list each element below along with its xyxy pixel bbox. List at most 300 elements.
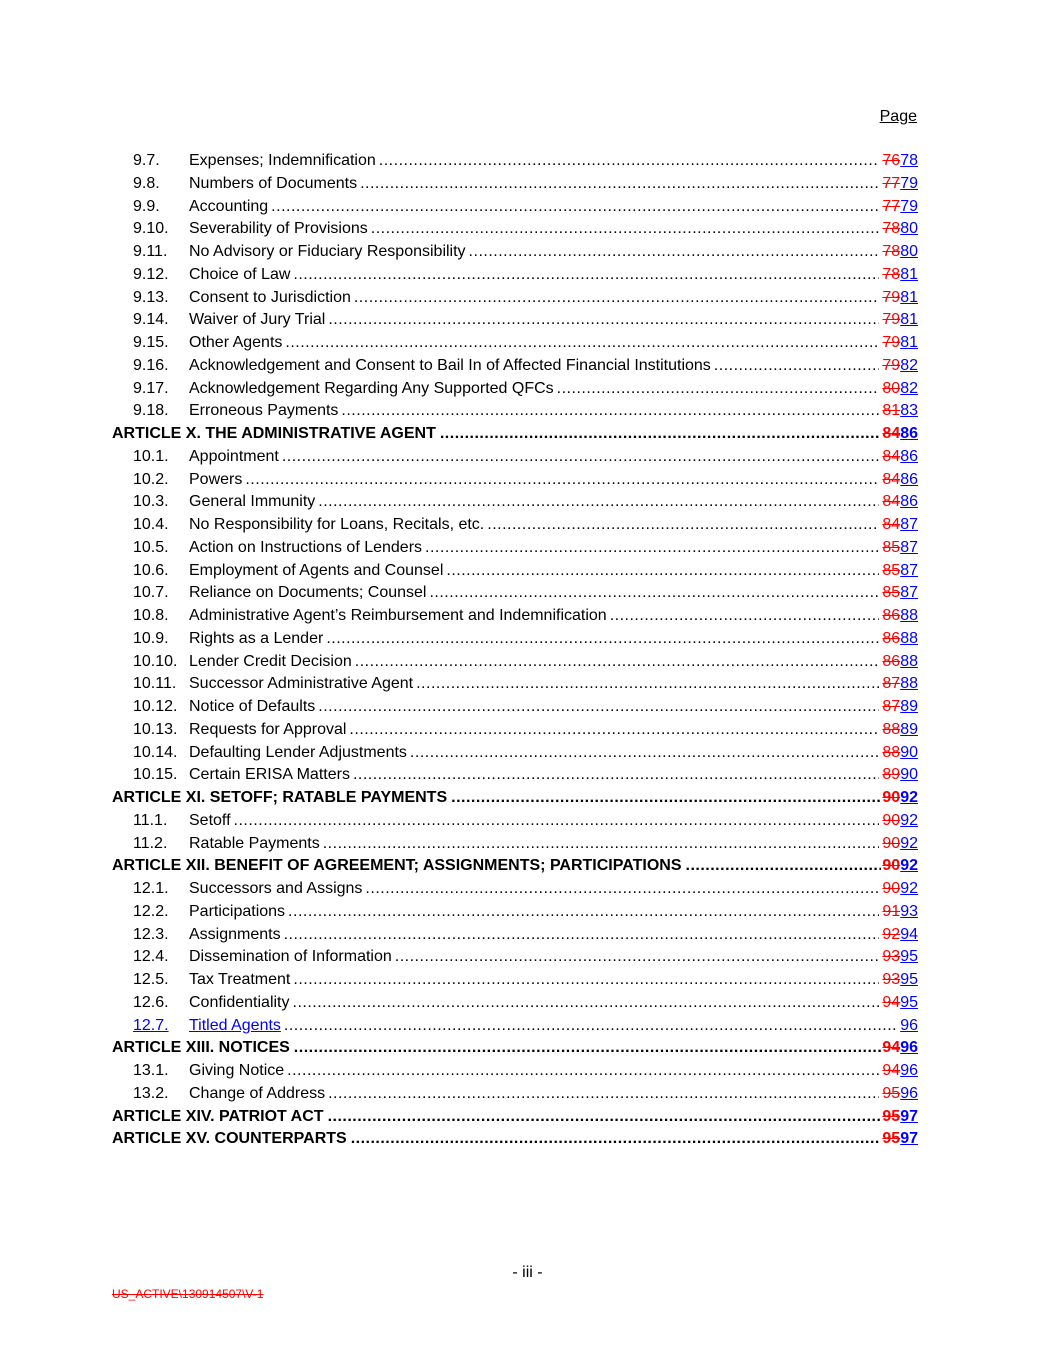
toc-section-entry[interactable] — [112, 969, 918, 992]
toc-entry-title: Expenses; Indemnification — [189, 152, 376, 169]
inserted-page-number: 81 — [900, 334, 918, 351]
toc-entry-title: No Responsibility for Loans, Recitals, etc. — [189, 516, 485, 533]
toc-entry-page — [882, 1060, 918, 1083]
dot-leader — [349, 719, 879, 742]
inserted-page-number: 97 — [900, 1107, 918, 1125]
toc-entry-title: ARTICLE X. THE ADMINISTRATIVE AGENT — [112, 425, 436, 442]
toc-entry-number: 12.1. — [133, 880, 169, 897]
toc-entry-number: 12.4. — [133, 948, 169, 966]
toc-entry-page — [882, 423, 918, 446]
toc-section-entry[interactable] — [112, 196, 918, 219]
toc-entry-title: Successors and Assigns — [189, 880, 363, 897]
dot-leader — [328, 1083, 879, 1106]
toc-entry-title: Severability of Provisions — [189, 220, 368, 238]
deleted-page-number: 95 — [882, 1130, 901, 1148]
toc-entry-title: Participations — [189, 902, 286, 920]
toc-entry-title: Other Agents — [189, 334, 283, 351]
toc-section-entry[interactable] — [112, 924, 918, 947]
inserted-page-number: 96 — [900, 1084, 918, 1102]
toc-section-entry[interactable] — [112, 1083, 918, 1106]
toc-entry-number: 9.9. — [133, 197, 160, 215]
dot-leader — [328, 1106, 882, 1129]
toc-section-entry[interactable] — [112, 560, 918, 583]
toc-article-entry[interactable] — [112, 787, 918, 810]
toc-entry-title: Erroneous Payments — [189, 402, 339, 420]
deleted-page-number: 84 — [882, 447, 901, 465]
toc-entry-title: Rights as a Lender — [189, 629, 324, 647]
inserted-page-number: 95 — [900, 948, 918, 966]
inserted-page-number: 89 — [900, 720, 918, 738]
inserted-page-number: 81 — [900, 288, 918, 306]
toc-entry-number: 10.7. — [133, 584, 169, 602]
toc-entry-title: Confidentiality — [189, 993, 290, 1011]
toc-entry-number: 12.2. — [133, 902, 169, 920]
toc-entry-page — [882, 1037, 918, 1060]
toc-article-entry[interactable] — [112, 423, 918, 446]
toc-section-entry[interactable] — [112, 491, 918, 514]
toc-section-entry[interactable] — [112, 582, 918, 605]
toc-entry-page — [882, 764, 918, 787]
toc-entry-page — [882, 514, 918, 537]
toc-entry-title: Successor Administrative Agent — [189, 675, 414, 693]
toc-entry-page — [882, 446, 918, 469]
deleted-page-number: 85 — [882, 584, 901, 602]
toc-entry-page — [882, 218, 918, 241]
deleted-page-number: 76 — [882, 152, 901, 169]
inserted-page-number: 87 — [900, 584, 918, 602]
inserted-page-number: 92 — [900, 834, 918, 852]
toc-entry-title: Reliance on Documents; Counsel — [189, 584, 427, 602]
toc-section-entry[interactable] — [112, 287, 918, 310]
page-number: - iii - — [512, 1264, 543, 1281]
toc-entry-number: 12.7. — [133, 1016, 169, 1034]
inserted-page-number: 93 — [900, 902, 918, 920]
toc-entry-page — [882, 810, 918, 833]
dot-leader — [285, 332, 879, 355]
toc-section-entry[interactable] — [112, 332, 918, 355]
toc-entry-title: Certain ERISA Matters — [189, 766, 350, 784]
toc-entry-title: Action on Instructions of Lenders — [189, 538, 423, 556]
inserted-page-number: 90 — [900, 743, 918, 761]
deleted-page-number: 79 — [882, 288, 901, 306]
toc-entry-number: 10.5. — [133, 538, 169, 556]
toc-entry-title: ARTICLE XIII. NOTICES — [112, 1039, 290, 1057]
toc-entry-title: General Immunity — [189, 493, 316, 511]
deleted-page-number: 90 — [882, 811, 901, 829]
dot-leader — [351, 1128, 882, 1151]
deleted-page-number: 90 — [882, 880, 901, 897]
inserted-page-number: 86 — [900, 470, 918, 488]
toc-entry-title: ARTICLE XV. COUNTERPARTS — [112, 1130, 347, 1148]
inserted-page-number: 86 — [900, 447, 918, 465]
toc-entry-title: Defaulting Lender Adjustments — [189, 743, 407, 761]
dot-leader — [293, 264, 879, 287]
inserted-page-number: 96 — [900, 1039, 918, 1057]
deleted-page-number: 78 — [882, 243, 901, 260]
toc-entry-number: 9.13. — [133, 288, 169, 306]
dot-leader — [440, 423, 882, 446]
inserted-page-number: 97 — [900, 1130, 918, 1148]
dot-leader — [318, 696, 879, 719]
toc-entry-title: Choice of Law — [189, 265, 291, 283]
deleted-page-number: 88 — [882, 743, 901, 761]
deleted-page-number: 90 — [882, 857, 901, 875]
dot-leader — [410, 742, 879, 765]
deleted-page-number: 77 — [882, 197, 901, 215]
toc-entry-number: 9.12. — [133, 265, 169, 283]
toc-entry-page — [882, 196, 918, 219]
dot-leader — [341, 400, 879, 423]
deleted-page-number: 85 — [882, 561, 901, 579]
toc-entry-title: ARTICLE XI. SETOFF; RATABLE PAYMENTS — [112, 789, 448, 806]
deleted-page-number: 90 — [882, 789, 901, 806]
inserted-page-number: 87 — [900, 538, 918, 556]
toc-section-entry[interactable] — [112, 605, 918, 628]
toc-section-entry[interactable] — [112, 241, 918, 264]
toc-entry-page — [882, 992, 918, 1015]
deleted-page-number: 93 — [882, 971, 901, 988]
inserted-page-number: 81 — [900, 311, 918, 329]
toc-entry-number: 10.4. — [133, 516, 169, 533]
deleted-page-number: 80 — [882, 379, 901, 397]
toc-entry-number: 10.12. — [133, 698, 178, 715]
inserted-page-number: 96 — [900, 1016, 918, 1034]
inserted-page-number: 88 — [900, 652, 918, 670]
toc-entry-page — [882, 378, 918, 401]
dot-leader — [294, 1037, 882, 1060]
toc-entry-title: Notice of Defaults — [189, 698, 316, 715]
deleted-page-number: 79 — [882, 334, 901, 351]
inserted-page-number: 90 — [900, 766, 918, 784]
toc-entry-title: Ratable Payments — [189, 834, 320, 852]
toc-entry-number: 9.11. — [133, 243, 168, 260]
deleted-page-number: 87 — [882, 675, 901, 693]
dot-leader — [328, 309, 879, 332]
inserted-page-number: 80 — [900, 243, 918, 260]
toc-entry-page — [882, 833, 918, 856]
toc-section-entry[interactable] — [112, 719, 918, 742]
inserted-page-number: 82 — [900, 379, 918, 397]
toc-entry-number: 11.1. — [133, 811, 168, 829]
toc-entry-number: 12.5. — [133, 971, 169, 988]
toc-entry-page — [882, 901, 918, 924]
toc-entry-title: Requests for Approval — [189, 720, 347, 738]
toc-section-entry[interactable] — [112, 1015, 918, 1038]
toc-entry-title: Employment of Agents and Counsel — [189, 561, 444, 579]
inserted-page-number: 94 — [900, 925, 918, 943]
dot-leader — [293, 969, 879, 992]
toc-entry-page — [882, 719, 918, 742]
toc-entry-title: Numbers of Documents — [189, 174, 358, 192]
toc-entry-page — [882, 696, 918, 719]
toc-entry-title: No Advisory or Fiduciary Responsibility — [189, 243, 466, 260]
inserted-page-number: 83 — [900, 402, 918, 420]
toc-article-entry[interactable] — [112, 855, 918, 878]
deleted-page-number: 78 — [882, 220, 901, 238]
deleted-page-number: 84 — [882, 516, 901, 533]
deleted-page-number: 81 — [882, 402, 901, 420]
toc-section-entry[interactable] — [112, 514, 918, 537]
dot-leader — [429, 582, 879, 605]
toc-entry-title: Giving Notice — [189, 1062, 285, 1079]
deleted-page-number: 77 — [882, 174, 901, 192]
deleted-page-number: 86 — [882, 629, 901, 647]
inserted-page-number: 87 — [900, 516, 918, 533]
toc-entry-page — [882, 628, 918, 651]
toc-section-entry[interactable] — [112, 469, 918, 492]
toc-entry-number: 10.1. — [133, 447, 169, 465]
deleted-page-number: 84 — [882, 425, 901, 442]
toc-entry-number: 9.8. — [133, 174, 160, 192]
toc-entry-number: 13.2. — [133, 1084, 169, 1102]
toc-entry-number: 10.3. — [133, 493, 169, 511]
toc-entry-title: Change of Address — [189, 1084, 326, 1102]
inserted-page-number: 86 — [900, 425, 918, 442]
toc-section-entry[interactable] — [112, 446, 918, 469]
toc-entry-title: Setoff — [189, 811, 231, 829]
inserted-page-number: 82 — [900, 356, 918, 374]
dot-leader — [234, 810, 880, 833]
toc-entry-page — [882, 287, 918, 310]
deleted-page-number: 85 — [882, 538, 901, 556]
dot-leader — [353, 764, 879, 787]
toc-section-entry[interactable] — [112, 810, 918, 833]
deleted-page-number: 94 — [882, 1039, 901, 1057]
page-label: Page — [879, 108, 917, 125]
dot-leader — [326, 628, 879, 651]
toc-entry-number: 10.6. — [133, 561, 169, 579]
inserted-page-number: 88 — [900, 607, 918, 624]
toc-entry-page — [882, 241, 918, 264]
dot-leader — [354, 287, 880, 310]
dot-leader — [282, 446, 880, 469]
toc-entry-number: 11.2. — [133, 834, 168, 852]
toc-entry-page — [882, 355, 918, 378]
toc-entry-number: 9.16. — [133, 356, 169, 374]
toc-entry-title: ARTICLE XII. BENEFIT OF AGREEMENT; ASSIGNMENTS; PARTICIPATIONS — [112, 857, 682, 875]
toc-section-entry[interactable] — [112, 833, 918, 856]
inserted-page-number: 79 — [900, 197, 918, 215]
toc-entry-number: 9.14. — [133, 311, 169, 329]
dot-leader — [451, 787, 881, 810]
toc-entry-number: 10.10. — [133, 652, 178, 670]
dot-leader — [360, 173, 879, 196]
deleted-page-number: 84 — [882, 470, 901, 488]
toc-entry-page — [882, 560, 918, 583]
table-of-contents — [112, 150, 918, 1151]
toc-section-entry[interactable] — [112, 309, 918, 332]
dot-leader — [371, 218, 880, 241]
toc-entry-title: Accounting — [189, 197, 269, 215]
dot-leader — [425, 537, 879, 560]
toc-section-entry[interactable] — [112, 742, 918, 765]
toc-entry-page — [882, 673, 918, 696]
dot-leader — [487, 514, 879, 537]
inserted-page-number: 92 — [900, 880, 918, 897]
deleted-page-number: 86 — [882, 607, 901, 624]
toc-entry-number: 10.15. — [133, 766, 178, 784]
deleted-page-number: 88 — [882, 720, 901, 738]
toc-section-entry[interactable] — [112, 378, 918, 401]
toc-section-entry[interactable] — [112, 628, 918, 651]
toc-entry-page — [882, 1106, 918, 1129]
toc-section-entry[interactable] — [112, 878, 918, 901]
toc-entry-number: 9.7. — [133, 152, 160, 169]
inserted-page-number: 81 — [900, 265, 918, 283]
dot-leader — [323, 833, 880, 856]
toc-entry-title: ARTICLE XIV. PATRIOT ACT — [112, 1107, 324, 1125]
toc-section-entry[interactable] — [112, 173, 918, 196]
toc-section-entry[interactable] — [112, 537, 918, 560]
dot-leader — [355, 651, 880, 674]
dot-leader — [557, 378, 880, 401]
deleted-page-number: 84 — [882, 493, 901, 511]
inserted-page-number: 95 — [900, 993, 918, 1011]
toc-entry-page — [882, 264, 918, 287]
deleted-page-number: 90 — [882, 834, 901, 852]
deleted-page-number: 78 — [882, 265, 901, 283]
inserted-page-number: 92 — [900, 857, 918, 875]
toc-entry-page — [882, 537, 918, 560]
toc-entry-title: Assignments — [189, 925, 281, 943]
deleted-page-number: 95 — [882, 1107, 901, 1125]
deleted-page-number: 92 — [882, 925, 901, 943]
toc-section-entry[interactable] — [112, 264, 918, 287]
dot-leader — [686, 855, 882, 878]
toc-section-entry[interactable] — [112, 901, 918, 924]
dot-leader — [379, 150, 880, 173]
toc-section-entry[interactable] — [112, 400, 918, 423]
deleted-page-number: 91 — [882, 902, 901, 920]
inserted-page-number: 92 — [900, 789, 918, 806]
dot-leader — [284, 1015, 897, 1038]
dot-leader — [416, 673, 879, 696]
toc-entry-title: Consent to Jurisdiction — [189, 288, 351, 306]
toc-section-entry[interactable] — [112, 651, 918, 674]
toc-entry-title: Acknowledgement and Consent to Bail In of Affected Financial Institutions — [189, 356, 711, 374]
toc-entry-title: Administrative Agent’s Reimbursement and Indemnification — [189, 607, 607, 624]
dot-leader — [469, 241, 880, 264]
toc-section-entry[interactable] — [112, 218, 918, 241]
toc-entry-title: Appointment — [189, 447, 279, 465]
toc-entry-number: 10.14. — [133, 743, 178, 761]
toc-entry-number: 9.10. — [133, 220, 169, 238]
toc-entry-page — [882, 332, 918, 355]
dot-leader — [288, 901, 879, 924]
toc-entry-number: 10.8. — [133, 607, 169, 624]
toc-entry-title: Dissemination of Information — [189, 948, 392, 966]
toc-entry-page — [882, 651, 918, 674]
dot-leader — [610, 605, 880, 628]
inserted-page-number: 87 — [900, 561, 918, 579]
toc-section-entry[interactable] — [112, 355, 918, 378]
deleted-page-number: 86 — [882, 652, 901, 670]
deleted-page-number: 79 — [882, 356, 901, 374]
toc-entry-page — [900, 1015, 918, 1038]
dot-leader — [395, 946, 880, 969]
toc-entry-page — [882, 400, 918, 423]
toc-entry-page — [882, 150, 918, 173]
toc-section-entry[interactable] — [112, 946, 918, 969]
toc-entry-page — [882, 742, 918, 765]
dot-leader — [284, 924, 880, 947]
toc-entry-page — [882, 855, 918, 878]
toc-section-entry[interactable] — [112, 696, 918, 719]
toc-entry-number: 10.2. — [133, 470, 169, 488]
inserted-page-number: 88 — [900, 675, 918, 693]
toc-entry-page — [882, 582, 918, 605]
dot-leader — [287, 1060, 879, 1083]
document-id: US_ACTIVE\130914507\V-1 — [112, 1287, 264, 1301]
inserted-page-number: 96 — [900, 1062, 918, 1079]
toc-article-entry[interactable] — [112, 1128, 918, 1151]
toc-entry-number: 13.1. — [133, 1062, 169, 1079]
deleted-page-number: 93 — [882, 948, 901, 966]
toc-entry-number: 10.9. — [133, 629, 169, 647]
toc-entry-page — [882, 1083, 918, 1106]
toc-section-entry[interactable] — [112, 992, 918, 1015]
dot-leader — [318, 491, 879, 514]
toc-article-entry[interactable] — [112, 1037, 918, 1060]
toc-entry-title: Titled Agents — [189, 1016, 281, 1034]
toc-entry-title: Tax Treatment — [189, 971, 291, 988]
inserted-page-number: 80 — [900, 220, 918, 238]
toc-entry-number: 9.18. — [133, 402, 169, 420]
toc-entry-page — [882, 969, 918, 992]
toc-entry-number: 10.13. — [133, 720, 178, 738]
toc-entry-page — [882, 787, 918, 810]
toc-section-entry[interactable] — [112, 673, 918, 696]
deleted-page-number: 87 — [882, 698, 901, 715]
inserted-page-number: 88 — [900, 629, 918, 647]
toc-entry-title: Waiver of Jury Trial — [189, 311, 326, 329]
deleted-page-number: 95 — [882, 1084, 901, 1102]
toc-entry-title: Lender Credit Decision — [189, 652, 352, 670]
dot-leader — [446, 560, 879, 583]
inserted-page-number: 95 — [900, 971, 918, 988]
toc-entry-number: 12.6. — [133, 993, 169, 1011]
toc-entry-number: 9.15. — [133, 334, 169, 351]
toc-entry-page — [882, 878, 918, 901]
toc-entry-page — [882, 309, 918, 332]
inserted-page-number: 78 — [900, 152, 918, 169]
dot-leader — [365, 878, 879, 901]
toc-entry-page — [882, 469, 918, 492]
toc-section-entry[interactable] — [112, 1060, 918, 1083]
toc-entry-page — [882, 491, 918, 514]
dot-leader — [271, 196, 879, 219]
inserted-page-number: 92 — [900, 811, 918, 829]
toc-entry-number: 10.11. — [133, 675, 177, 693]
toc-entry-page — [882, 946, 918, 969]
toc-entry-page — [882, 1128, 918, 1151]
dot-leader — [714, 355, 880, 378]
deleted-page-number: 94 — [882, 993, 901, 1011]
toc-entry-title: Powers — [189, 470, 243, 488]
inserted-page-number: 86 — [900, 493, 918, 511]
inserted-page-number: 79 — [900, 174, 918, 192]
toc-entry-number: 12.3. — [133, 925, 169, 943]
toc-entry-page — [882, 605, 918, 628]
toc-entry-number: 9.17. — [133, 379, 169, 397]
toc-section-entry[interactable] — [112, 764, 918, 787]
dot-leader — [245, 469, 879, 492]
toc-article-entry[interactable] — [112, 1106, 918, 1129]
deleted-page-number: 94 — [882, 1062, 901, 1079]
toc-entry-page — [882, 173, 918, 196]
toc-section-entry[interactable] — [112, 150, 918, 173]
dot-leader — [293, 992, 880, 1015]
